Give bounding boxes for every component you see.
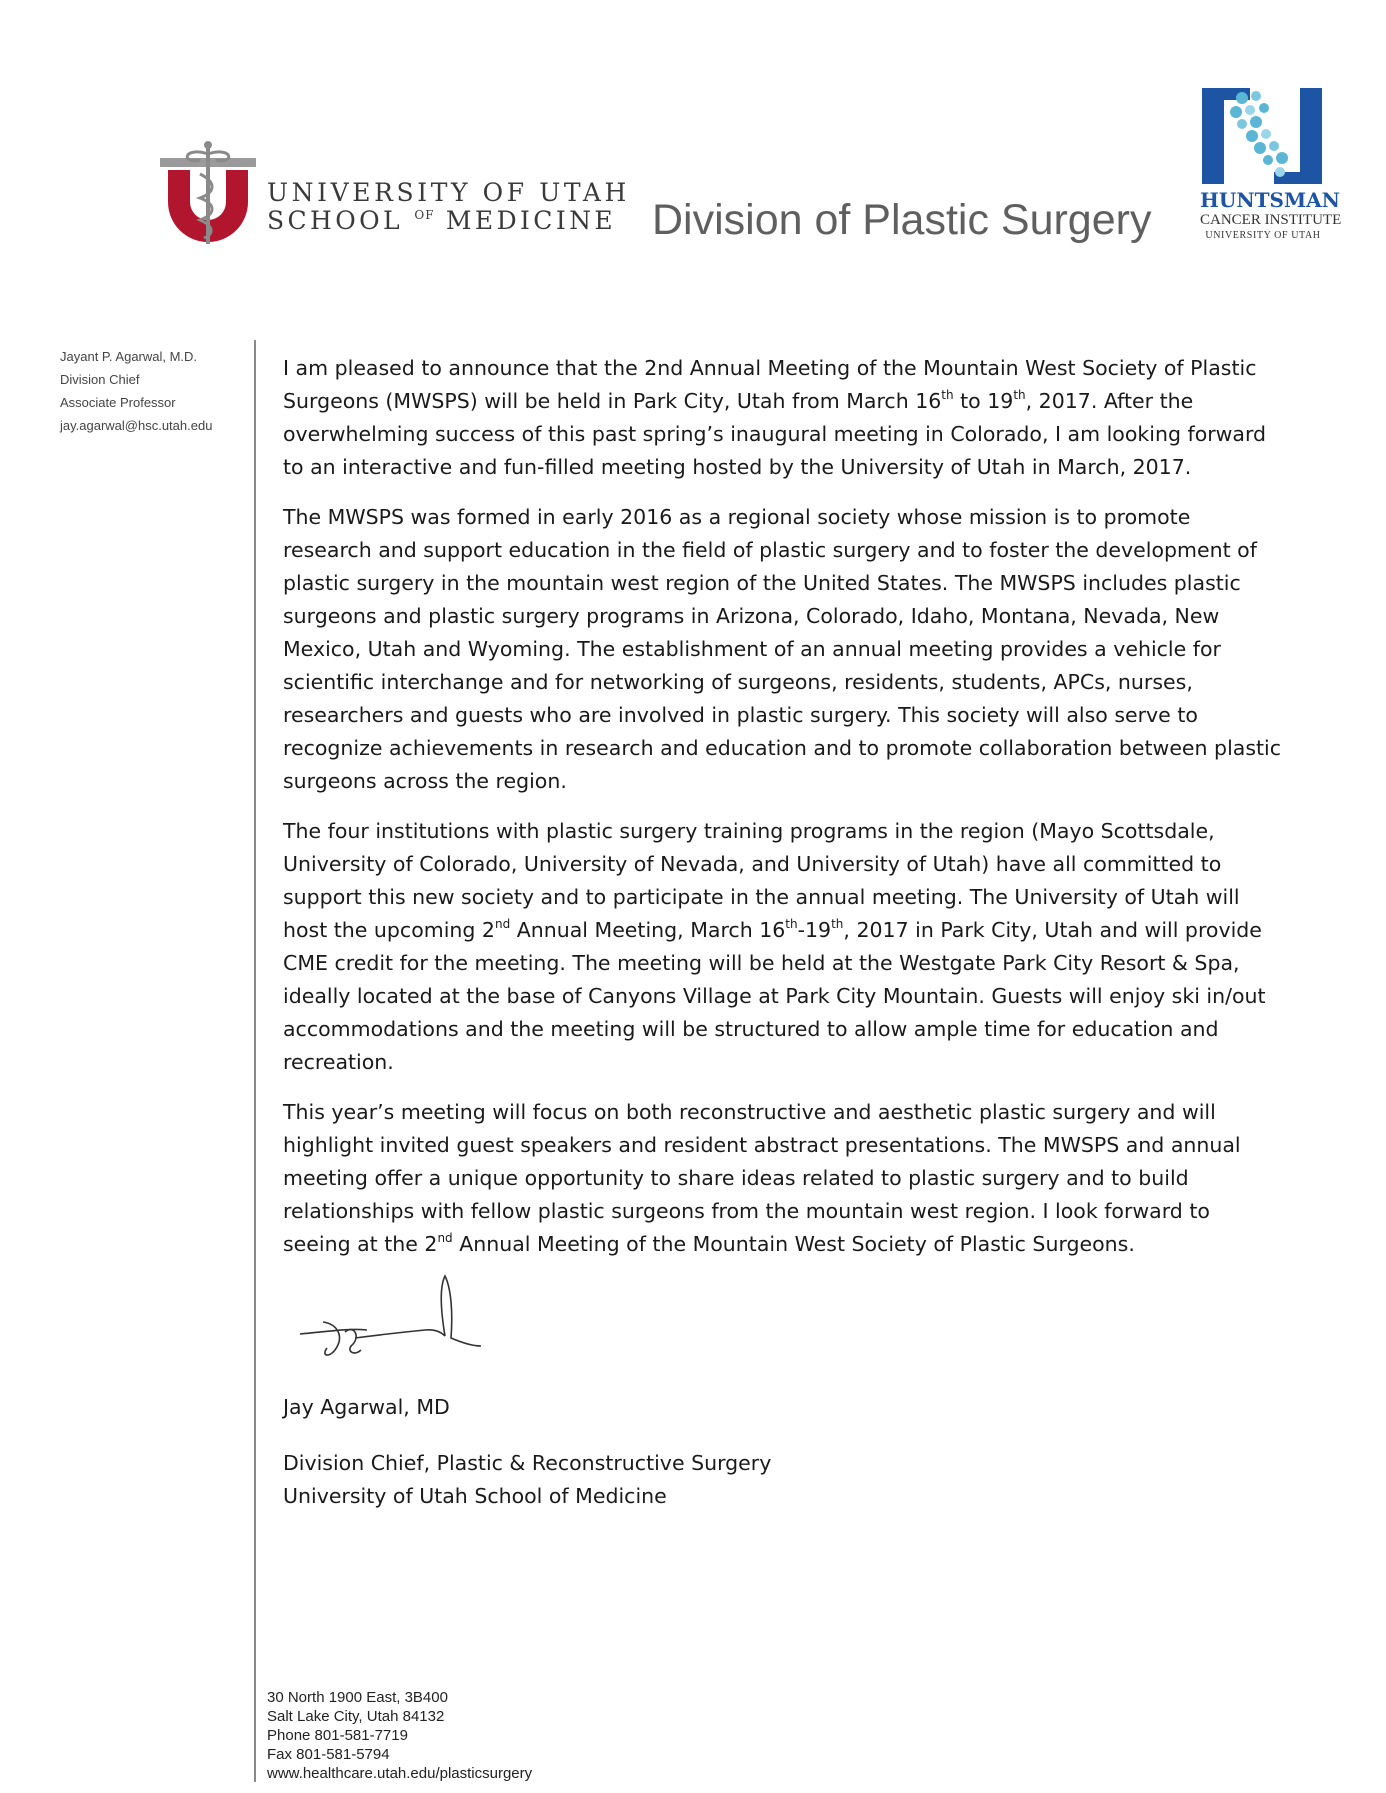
signatory-name: Jay Agarwal, MD [283,1395,450,1419]
signatory-title-division: Division Chief, Plastic & Reconstructive Surgery [283,1451,772,1475]
footer-address [267,1688,532,1783]
address-phone: Phone 801-581-7719 [267,1727,408,1744]
hci-university-label: UNIVERSITY OF UTAH [1205,230,1321,241]
paragraph-focus: This year’s meeting will focus on both reconstructive and aesthetic plastic surgery and will highlight invited guest speakers and resident abstract presentations. The MWSPS and annual meeting offer a unique opportunity to share ideas related to plastic surgery and to build relationships with fellow plastic surgeons from the mountain west region. I look forward to seeing at the 2nd Annual Meeting of the Mountain West Society of Plastic Surgeons. [283,1100,1241,1256]
cancer-institute-label: CANCER INSTITUTE [1200,212,1342,228]
huntsman-cancer-institute-logo [1200,88,1342,248]
paragraph-announcement: I am pleased to announce that the 2nd Annual Meeting of the Mountain West Society of Plastic Surgeons (MWSPS) will be held in Park City, Utah from March 16th to 19th, 2017. After the overwhelming success of this past spring’s inaugural meeting in Colorado, I am looking forward to an interactive and fun-filled meeting hosted by the University of Utah in March, 2017. [283,356,1267,479]
university-of-utah-logo [160,140,630,260]
huntsman-h-bubbles-icon [1202,88,1322,184]
sender-title-professor: Associate Professor [60,395,176,410]
address-fax: Fax 801-581-5794 [267,1746,390,1763]
school-name: SCHOOL $^{OF}$ MEDICINE [267,206,617,235]
letter-body [283,352,1283,1278]
paragraph-mission: The MWSPS was formed in early 2016 as a regional society whose mission is to promote research and support education in the field of plastic surgery and to foster the development of plastic surgery in the mountain west region of the United States. The MWSPS includes plastic surgeons and plastic surgery programs in Arizona, Colorado, Idaho, Montana, Nevada, New Mexico, Utah and Wyoming. The establishment of an annual meeting provides a vehicle for scientific interchange and for networking of surgeons, residents, students, APCs, nurses, researchers and guests who are involved in plastic surgery. This society will also serve to recognize achievements in research and education and to promote collaboration between plastic surgeons across the region. [283,505,1282,793]
huntsman-name: HUNTSMAN [1200,188,1340,212]
sender-name: Jayant P. Agarwal, M.D. [60,349,198,364]
sender-email: jay.agarwal@hsc.utah.edu [60,418,213,433]
sender-sidebar [60,345,240,437]
signatory-titles [283,1447,771,1513]
address-city: Salt Lake City, Utah 84132 [267,1708,445,1725]
address-street: 30 North 1900 East, 3B400 [267,1689,448,1706]
paragraph-institutions: The four institutions with plastic surgery training programs in the region (Mayo Scottsdale, University of Colorado, University of Nevada, and University of Utah) have all committed to support this new society and to participate in the annual meeting. The University of Utah will host the upcoming 2nd Annual Meeting, March 16th-19th, 2017 in Park City, Utah and will provide CME credit for the meeting. The meeting will be held at the Westgate Park City Resort & Spa, ideally located at the base of Canyons Village at Park City Mountain. Guests will enjoy ski in/out accommodations and the meeting will be structured to allow ample time for education and recreation. [283,819,1266,1074]
signatory-title-school: University of Utah School of Medicine [283,1484,667,1508]
caduceus-u-emblem-icon [160,140,256,250]
university-name: UNIVERSITY OF UTAH [267,178,630,207]
handwritten-signature [295,1272,485,1372]
sender-title-chief: Division Chief [60,372,140,387]
address-website-link[interactable]: www.healthcare.utah.edu/plasticsurgery [267,1765,533,1782]
division-title: Division of Plastic Surgery [652,196,1152,244]
vertical-divider [254,340,256,1782]
